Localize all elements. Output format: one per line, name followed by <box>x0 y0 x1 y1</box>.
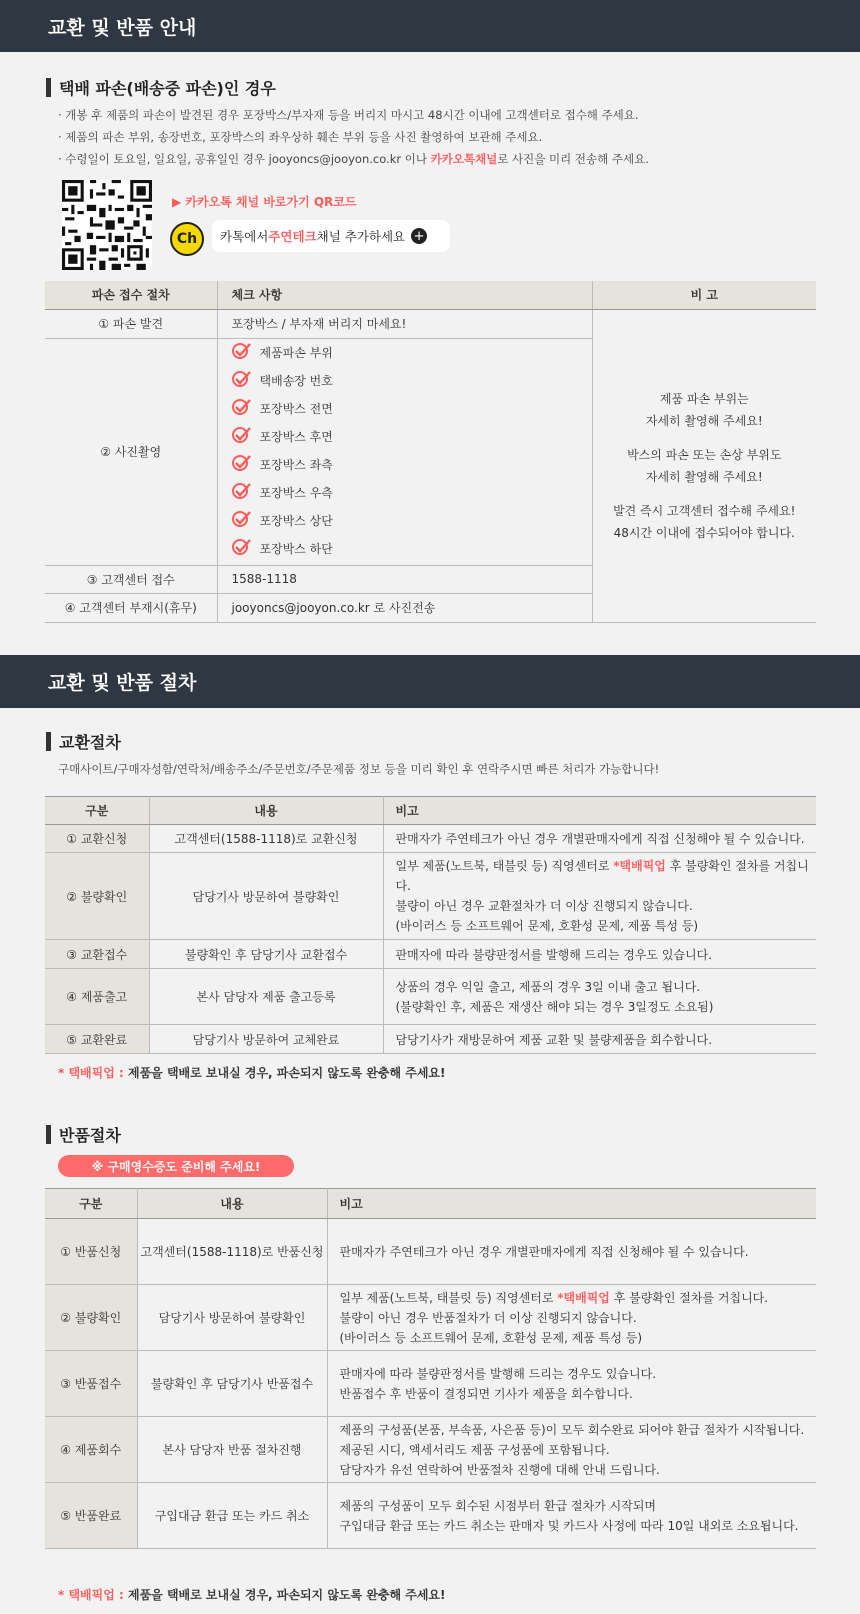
note-cell: 일부 제품(노트북, 태블릿 등) 직영센터로 *택배픽업 후 불량확인 절차를 거칩니다. 불량이 아닌 경우 반품절차가 더 이상 진행되지 않습니다. (바이러스 등 소프트웨어 문제, 호환성 문제, 제품 특성 등) <box>327 1285 816 1351</box>
table-row <box>45 969 816 1025</box>
table-row <box>45 940 816 969</box>
note-cell: 판매자가 주연테크가 아닌 경우 개별판매자에게 직접 신청해야 될 수 있습니다. <box>383 825 816 853</box>
table-row <box>45 309 816 338</box>
table-header <box>45 1189 816 1219</box>
check-circle-icon <box>232 370 260 391</box>
table-row <box>45 1483 816 1549</box>
step-cell: ④ 제품출고 <box>45 969 149 1025</box>
kakao-channel-link[interactable]: 카카오톡채널 <box>430 152 498 166</box>
exchange-table <box>45 796 816 1054</box>
step-cell: ③ 고객센터 접수 <box>45 565 217 593</box>
bullet-item: · 수령일이 토요일, 일요일, 공휴일인 경우 jooyoncs@jooyon.co.kr 이나 카카오톡채널로 사진을 미리 전송해 주세요. <box>58 152 649 166</box>
qr-label: ▶ 카카오톡 채널 바로가기 QR코드 <box>172 195 357 209</box>
table-header-cell: 구분 <box>45 1189 137 1219</box>
qr-code-icon[interactable] <box>62 180 152 270</box>
check-item: 포장박스 하단 <box>218 535 592 563</box>
check-circle-icon <box>232 398 260 419</box>
table-header-cell: 내용 <box>137 1189 327 1219</box>
table-header-cell: 비고 <box>327 1189 816 1219</box>
bullet-item: · 제품의 파손 부위, 송장번호, 포장박스의 좌우상하 훼손 부위 등을 사진 촬영하여 보관해 주세요. <box>58 130 543 144</box>
content-cell: 불량확인 후 담당기사 교환접수 <box>149 940 383 969</box>
content-cell: 고객센터(1588-1118)로 교환신청 <box>149 825 383 853</box>
note-cell: 담당기사가 재방문하여 제품 교환 및 불량제품을 회수합니다. <box>383 1025 816 1054</box>
table-header-cell: 내용 <box>149 797 383 825</box>
check-circle-icon <box>232 454 260 475</box>
receipt-pill: ※ 구매영수증도 준비해 주세요! <box>58 1155 294 1177</box>
bullet-list <box>0 104 649 170</box>
content-cell: 담당기사 방문하여 불량확인 <box>149 853 383 940</box>
note-cell: 판매자에 따라 불량판정서를 발행해 드리는 경우도 있습니다. <box>383 940 816 969</box>
check-circle-icon <box>232 510 260 531</box>
note-cell: 상품의 경우 익일 출고, 제품의 경우 3일 이내 출고 됩니다. (불량확인 후, 제품은 재생산 해야 되는 경우 3일정도 소요됨) <box>383 969 816 1025</box>
table-header-cell: 구분 <box>45 797 149 825</box>
check-circle-icon <box>232 482 260 503</box>
step-cell: ① 반품신청 <box>45 1219 137 1285</box>
table-row <box>45 1219 816 1285</box>
subtitle-damage: 택배 파손(배송중 파손)인 경우 <box>46 76 276 99</box>
plus-icon[interactable]: + <box>411 228 427 244</box>
check-item: 포장박스 후면 <box>218 423 592 451</box>
return-table <box>45 1188 816 1549</box>
content-cell: 담당기사 방문하여 교체완료 <box>149 1025 383 1054</box>
subtitle-exchange: 교환절차 <box>46 730 121 753</box>
check-item: 포장박스 좌측 <box>218 451 592 479</box>
note-cell: 판매자가 주연테크가 아닌 경우 개별판매자에게 직접 신청해야 될 수 있습니다. <box>327 1219 816 1285</box>
check-item: 포장박스 우측 <box>218 479 592 507</box>
step-cell: ① 파손 발견 <box>45 309 217 338</box>
check-item: 택배송장 번호 <box>218 367 592 395</box>
step-cell: ① 교환신청 <box>45 825 149 853</box>
table-header <box>45 281 816 309</box>
table-header-cell: 체크 사항 <box>217 281 592 309</box>
content-cell: 불량확인 후 담당기사 반품접수 <box>137 1351 327 1417</box>
step-cell: ③ 교환접수 <box>45 940 149 969</box>
exchange-footnote: * 택배픽업 : 제품을 택배로 보내실 경우, 파손되지 않도록 완충해 주세요! <box>58 1066 446 1080</box>
section-header-procedure <box>0 655 860 708</box>
check-circle-icon <box>232 426 260 447</box>
note-cell: 제품의 구성품(본품, 부속품, 사은품 등)이 모두 회수완료 되어야 환급 절차가 시작됩니다. 제공된 시디, 액세서리도 제품 구성품에 포함됩니다. 담당자가 유선 연락하여 반품절차 진행에 대해 안내 드립니다. <box>327 1417 816 1483</box>
check-circle-icon <box>232 342 260 363</box>
table-row <box>45 1285 816 1351</box>
check-cell: jooyoncs@jooyon.co.kr 로 사진전송 <box>217 593 592 622</box>
check-list <box>217 338 592 565</box>
step-cell: ⑤ 교환완료 <box>45 1025 149 1054</box>
kakao-channel-banner[interactable]: 카톡에서 주연테크 채널 추가하세요 + <box>212 220 450 252</box>
step-cell: ② 사진촬영 <box>45 338 217 565</box>
content-cell: 본사 담당자 제품 출고등록 <box>149 969 383 1025</box>
content-cell: 구입대금 환급 또는 카드 취소 <box>137 1483 327 1549</box>
table-row <box>45 1351 816 1417</box>
step-cell: ④ 제품회수 <box>45 1417 137 1483</box>
table-header-cell: 파손 접수 절차 <box>45 281 217 309</box>
check-cell: 포장박스 / 부자재 버리지 마세요! <box>217 309 592 338</box>
ch-badge[interactable]: Ch <box>170 222 204 256</box>
note-cell: 판매자에 따라 불량판정서를 발행해 드리는 경우도 있습니다. 반품접수 후 반품이 결정되면 기사가 제품을 회수합니다. <box>327 1351 816 1417</box>
table-header-cell: 비 고 <box>592 281 816 309</box>
content-cell: 담당기사 방문하여 불량확인 <box>137 1285 327 1351</box>
step-cell: ⑤ 반품완료 <box>45 1483 137 1549</box>
remarks-cell: 제품 파손 부위는 자세히 촬영해 주세요! 박스의 파손 또는 손상 부위도 자세히 촬영해 주세요! 발견 즉시 고객센터 접수해 주세요! 48시간 이내에 접수되어야 합니다. <box>592 309 816 622</box>
content-cell: 본사 담당자 반품 절차진행 <box>137 1417 327 1483</box>
section-title: 교환 및 반품 절차 <box>48 672 197 694</box>
check-item: 포장박스 전면 <box>218 395 592 423</box>
step-cell: ③ 반품접수 <box>45 1351 137 1417</box>
exchange-desc: 구매사이트/구매자성함/연락처/배송주소/주문번호/주문제품 정보 등을 미리 확인 후 연락주시면 빠른 처리가 가능합니다! <box>58 762 660 776</box>
step-cell: ② 불량확인 <box>45 853 149 940</box>
step-cell: ④ 고객센터 부재시(휴무) <box>45 593 217 622</box>
check-item: 포장박스 상단 <box>218 507 592 535</box>
table-header <box>45 797 816 825</box>
section-title: 교환 및 반품 안내 <box>48 16 197 39</box>
step-cell: ② 불량확인 <box>45 1285 137 1351</box>
check-circle-icon <box>232 538 260 559</box>
note-cell: 제품의 구성품이 모두 회수된 시점부터 환급 절차가 시작되며 구입대금 환급 또는 카드 취소는 판매자 및 카드사 사정에 따라 10일 내외로 소요됩니다. <box>327 1483 816 1549</box>
content-cell: 고객센터(1588-1118)로 반품신청 <box>137 1219 327 1285</box>
subtitle-return: 반품절차 <box>46 1123 121 1146</box>
section-header-guide <box>0 0 860 52</box>
table-header-cell: 비고 <box>383 797 816 825</box>
bullet-item: · 개봉 후 제품의 파손이 발견된 경우 포장박스/부자재 등을 버리지 마시고 48시간 이내에 고객센터로 접수해 주세요. <box>58 108 639 122</box>
note-cell: 일부 제품(노트북, 태블릿 등) 직영센터로 *택배픽업 후 불량확인 절차를 거칩니다. 불량이 아닌 경우 교환절차가 더 이상 진행되지 않습니다. (바이러스 등 소프트웨어 문제, 호환성 문제, 제품 특성 등) <box>383 853 816 940</box>
table-row <box>45 1025 816 1054</box>
return-footnote: * 택배픽업 : 제품을 택배로 보내실 경우, 파손되지 않도록 완충해 주세요! <box>58 1588 446 1602</box>
damage-table <box>45 281 816 623</box>
check-cell: 1588-1118 <box>217 565 592 593</box>
table-row <box>45 825 816 853</box>
check-item: 제품파손 부위 <box>218 339 592 367</box>
table-row <box>45 853 816 940</box>
table-row <box>45 1417 816 1483</box>
